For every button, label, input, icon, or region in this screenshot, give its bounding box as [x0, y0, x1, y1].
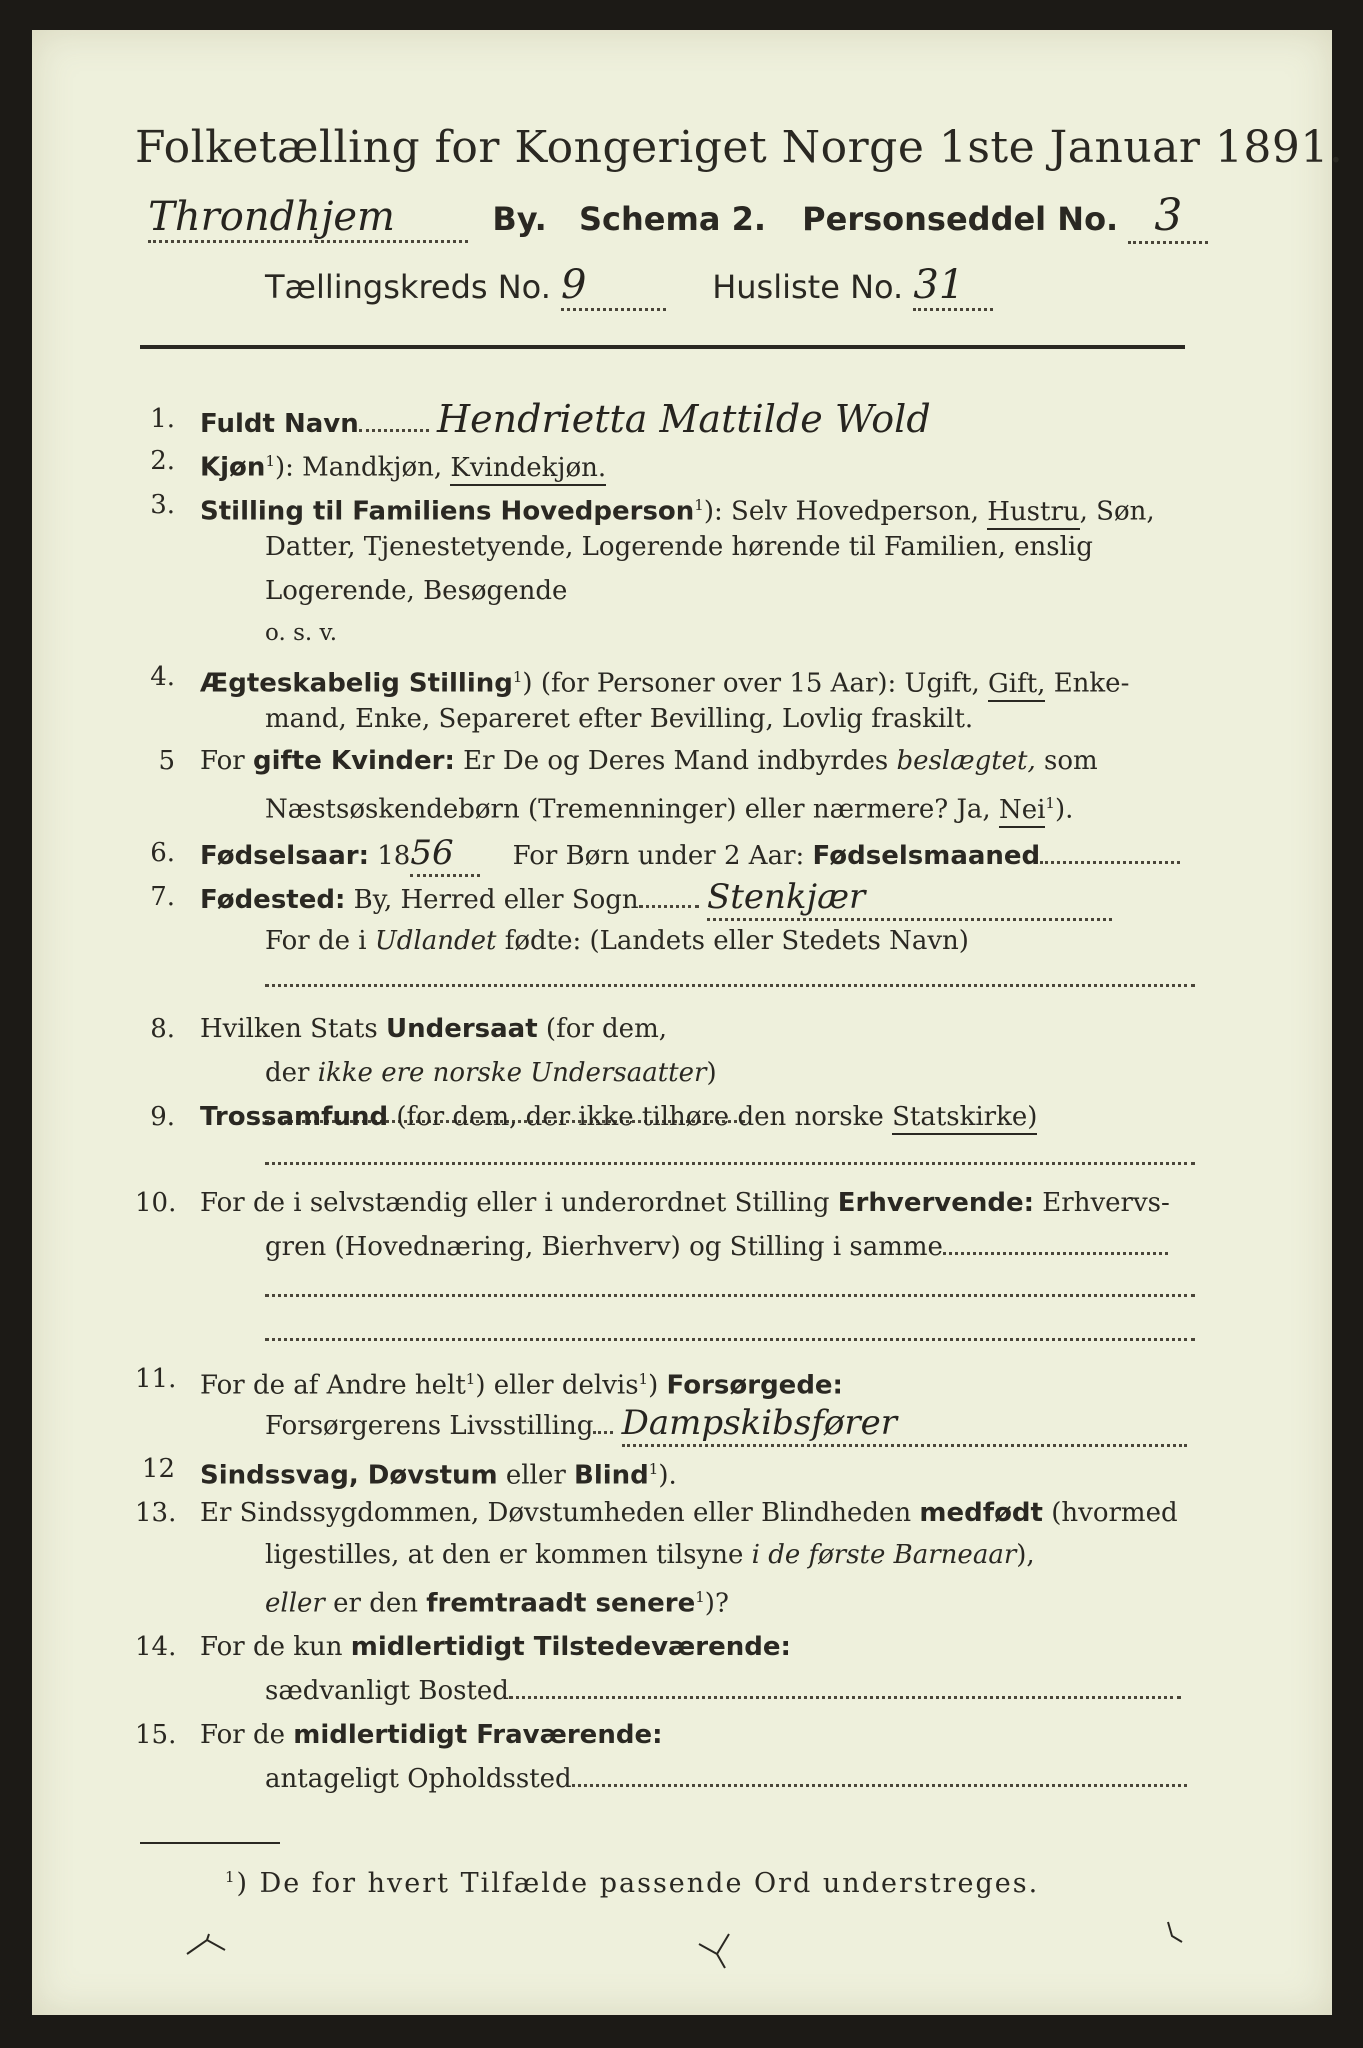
footnote-marker: 1: [1045, 794, 1055, 812]
item-1-full-name: [135, 398, 1195, 442]
item-number: 8.: [150, 1014, 175, 1044]
item-text: For de i: [265, 926, 375, 956]
underlined-answer: Hustru: [987, 497, 1079, 530]
item-label: Forsørgede:: [666, 1370, 843, 1401]
header-rule: [140, 345, 1185, 349]
item-text: For de kun: [200, 1632, 351, 1662]
item-label: Fødselsaar:: [200, 841, 369, 871]
footnote-marker: 1: [694, 496, 704, 514]
footnote-text: ) De for hvert Tilfælde passende Ord understreges.: [236, 1868, 1040, 1899]
item-text: (for dem,: [537, 1014, 667, 1044]
item-number: 5: [158, 746, 175, 776]
item-label: medfødt: [919, 1498, 1043, 1528]
item-italic-text: Udlandet: [374, 926, 497, 956]
item-text: ): [706, 1058, 717, 1088]
item-label: Fuldt Navn: [200, 409, 359, 439]
item-text: ): Selv Hovedperson,: [703, 496, 988, 527]
item-text: (hvormed: [1042, 1498, 1178, 1528]
item-9-religion: [135, 1096, 1195, 1176]
item-number: 14.: [135, 1632, 177, 1662]
item-text: gren (Hovednæring, Bierhverv) og Stilling i samme: [265, 1232, 943, 1262]
item-number: 4.: [150, 662, 175, 692]
item-text: mand, Enke, Separeret efter Bevilling, Lovlig fraskilt.: [265, 704, 974, 734]
item-text: )?: [704, 1588, 729, 1619]
husliste-label: Husliste No.: [712, 268, 904, 306]
footnote-marker: 1: [695, 1588, 705, 1606]
birth-year-value: 56: [410, 832, 480, 877]
footnote-marker: 1: [265, 452, 275, 470]
item-4-marital-status: [135, 656, 1195, 746]
form-title: Folketælling for Kongeriget Norge 1ste Januar 1891.: [135, 122, 1344, 173]
item-text: der: [265, 1058, 318, 1088]
item-text: Næstsøskendebørn (Tremenninger) eller nærmere? Ja,: [265, 794, 999, 825]
item-14-temporary-present: [135, 1626, 1195, 1716]
underlined-answer: Nei: [999, 795, 1045, 828]
item-label: Trossamfund: [200, 1102, 389, 1132]
item-label: Ægteskabelig Stilling: [200, 668, 513, 699]
item-label: Kjøn: [200, 452, 266, 483]
item-label: Erhvervende:: [837, 1188, 1035, 1218]
item-text: ligestilles, at den er kommen tilsyne: [265, 1540, 752, 1570]
item-10-occupation: [135, 1182, 1195, 1342]
item-number: 13.: [135, 1498, 177, 1528]
item-label: Undersaat: [385, 1014, 538, 1044]
taellingskreds-number: 9: [561, 262, 666, 311]
taellingskreds-label: Tællingskreds No.: [265, 268, 551, 306]
header-city-line: [138, 190, 1208, 244]
item-number: 2.: [150, 446, 175, 476]
blank-fill-line: [265, 1338, 1195, 1341]
item-text: For de i selvstændig eller i underordnet Stilling: [200, 1188, 838, 1218]
item-number: 1.: [150, 404, 175, 434]
personseddel-number: 3: [1128, 190, 1208, 244]
item-text: Hvilken Stats: [200, 1014, 386, 1044]
item-text: Enke-: [1045, 668, 1130, 699]
item-label: Blind: [574, 1460, 649, 1491]
registration-mark-left: [185, 1928, 245, 1958]
item-italic-text: i de første Barneaar: [751, 1540, 1017, 1570]
item-text: ) (for Personer over 15 Aar): Ugift,: [522, 668, 989, 699]
footnote-marker: 1: [225, 1868, 237, 1886]
item-11-supported: [135, 1358, 1195, 1448]
item-text: For Børn under 2 Aar:: [512, 841, 813, 871]
provider-occupation-value: Dampskibsfører: [622, 1402, 1187, 1447]
underlined-answer: Statskirke): [892, 1102, 1037, 1135]
item-text: ) eller delvis: [475, 1370, 639, 1401]
item-15-temporary-absent: [135, 1714, 1195, 1804]
footnote-marker: 1: [512, 668, 523, 686]
item-label: Fødested:: [200, 885, 346, 915]
item-text: ).: [1054, 794, 1074, 825]
item-text: Logerende, Besøgende: [265, 576, 568, 606]
registration-mark-right: [1162, 1918, 1192, 1948]
birthplace-value: Stenkjær: [707, 876, 1112, 921]
item-text: For de: [200, 1720, 294, 1750]
item-number: 7.: [150, 882, 175, 912]
item-5-married-women: [135, 740, 1195, 830]
underlined-answer: Kvindekjøn.: [450, 453, 606, 486]
item-text: fødte: (Landets eller Stedets Navn): [496, 926, 969, 956]
item-number: 6.: [150, 838, 175, 868]
item-number: 3.: [150, 490, 175, 520]
blank-fill-line: [265, 1162, 1195, 1165]
husliste-number: 31: [913, 262, 993, 311]
item-number: 11.: [135, 1364, 177, 1394]
footnote-rule: [140, 1842, 280, 1844]
item-text: eller: [497, 1460, 575, 1491]
blank-fill-line: [265, 984, 1195, 987]
by-label: By.: [492, 200, 547, 238]
item-text: Er Sindssygdommen, Døvstumheden eller Blindheden: [200, 1498, 920, 1528]
item-label: Fødselsmaaned: [812, 841, 1041, 871]
item-number: 15.: [135, 1720, 177, 1750]
schema-label: Schema 2.: [578, 200, 766, 238]
item-text: sædvanligt Bosted: [265, 1676, 509, 1706]
item-text: ): [648, 1370, 667, 1401]
year-prefix: 18: [369, 841, 411, 871]
item-number: 10.: [135, 1188, 177, 1218]
item-label: gifte Kvinder:: [252, 746, 455, 776]
item-text: Erhvervs-: [1034, 1188, 1170, 1218]
item-text: Forsørgerens Livsstilling: [265, 1411, 594, 1441]
item-label: midlertidigt Tilstedeværende:: [350, 1632, 791, 1662]
item-text: ): Mandkjøn,: [274, 452, 451, 483]
item-8-citizenship: [135, 1008, 1195, 1098]
item-text: For: [200, 746, 253, 776]
item-label: fremtraadt senere: [426, 1588, 696, 1619]
item-text: Er De og Deres Mand indbyrdes: [454, 746, 897, 776]
item-3-family-position: [135, 484, 1195, 654]
item-13-congenital: [135, 1492, 1195, 1622]
item-text: For de af Andre helt: [200, 1370, 466, 1401]
item-text: som: [1035, 746, 1098, 776]
footnote: [225, 1868, 1039, 1899]
full-name-value: Hendrietta Mattilde Wold: [437, 397, 931, 441]
item-italic-text: eller: [265, 1588, 325, 1619]
item-italic-text: ikke ere norske Undersaatter: [317, 1058, 707, 1088]
underlined-answer: Gift,: [988, 669, 1045, 702]
item-label: midlertidigt Fraværende:: [293, 1720, 663, 1750]
item-text: ).: [658, 1460, 677, 1491]
item-number: 12: [141, 1454, 175, 1484]
personseddel-label: Personseddel No.: [802, 200, 1119, 238]
item-text: er den: [324, 1588, 427, 1619]
item-label: Sindssvag, Døvstum: [200, 1460, 498, 1491]
item-text: o. s. v.: [265, 620, 338, 646]
item-text: ),: [1016, 1540, 1035, 1570]
city-handwritten: Throndhjem: [148, 194, 468, 243]
registration-mark-center: [695, 1930, 735, 1970]
item-text: antageligt Opholdssted: [265, 1764, 572, 1794]
item-label: Stilling til Familiens Hovedperson: [200, 496, 695, 527]
footnote-marker: 1: [648, 1460, 659, 1478]
item-text: , Søn,: [1079, 496, 1155, 527]
footnote-marker: 1: [638, 1370, 649, 1388]
item-7-birthplace: [135, 876, 1195, 1006]
item-text: (for dem, der ikke tilhøre den norske: [388, 1102, 893, 1132]
item-italic-text: beslægtet,: [896, 746, 1036, 776]
item-text: Datter, Tjenestetyende, Logerende hørende til Familien, enslig: [265, 532, 1093, 562]
footnote-marker: 1: [465, 1370, 476, 1388]
item-number: 9.: [150, 1102, 175, 1132]
header-kreds-line: [265, 262, 993, 311]
item-text: By, Herred eller Sogn: [345, 885, 639, 915]
blank-fill-line: [265, 1294, 1195, 1297]
